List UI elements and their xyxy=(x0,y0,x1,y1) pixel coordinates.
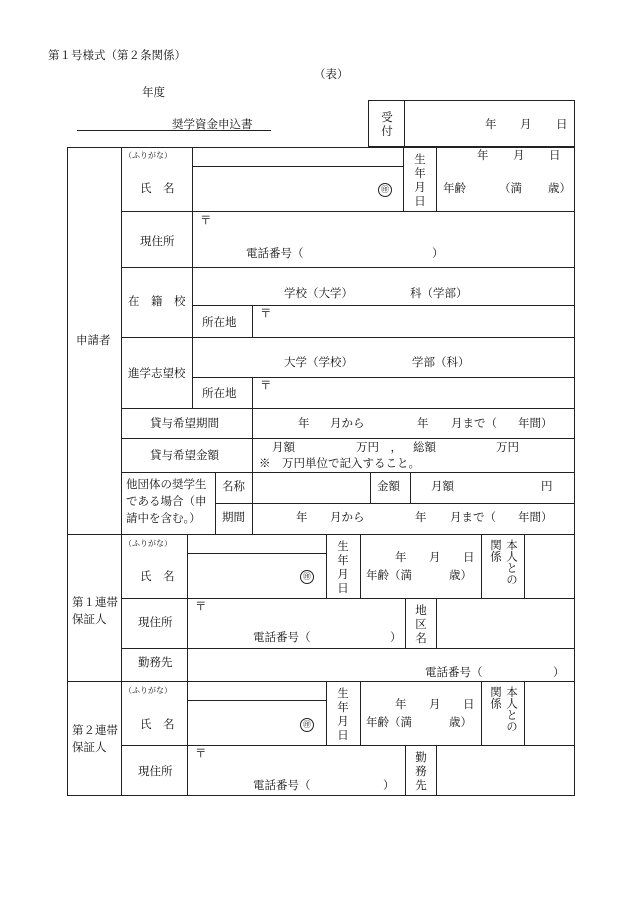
loan-monthly-label: 月額 xyxy=(272,440,295,454)
loan-monthly-unit: 万円 ， xyxy=(356,440,402,454)
target-school-type: 大学（学校） xyxy=(284,355,353,369)
other-yen-label: 円 xyxy=(541,479,553,493)
loan-period-year-from: 年 xyxy=(298,416,310,430)
applicant-section-label: 申請者 xyxy=(76,333,111,347)
form-number: 第１号様式（第２条関係） xyxy=(48,48,186,62)
receipt-box xyxy=(368,100,575,147)
loan-period-label: 貸与希望期間 xyxy=(150,416,219,430)
fiscal-year-label: 年度 xyxy=(142,85,165,99)
other-period-label: 期間 xyxy=(222,510,245,524)
guarantor1-age-unit: 歳） xyxy=(449,568,472,582)
guarantor1-age-label: 年齢（満 xyxy=(366,568,412,582)
guarantor1-birth-month: 月 xyxy=(429,550,441,564)
applicant-birth-year: 年 xyxy=(477,148,489,162)
loan-period-years: 年間） xyxy=(518,416,553,430)
loan-total-unit: 万円 xyxy=(496,440,519,454)
current-school-location-label: 所在地 xyxy=(202,315,237,329)
guarantor2-phone-label: 電話番号（ xyxy=(253,778,311,792)
guarantor2-birth-day: 日 xyxy=(463,697,475,711)
guarantor2-seal-icon: ㊞ xyxy=(300,718,314,732)
guarantor2-birth-year: 年 xyxy=(395,697,407,711)
guarantor1-postal-mark: 〒 xyxy=(195,599,207,613)
guarantor1-work-phone-close: ） xyxy=(553,665,565,679)
other-period-year-from: 年 xyxy=(296,510,308,524)
applicant-age-label: 年齢 xyxy=(443,181,466,195)
guarantor2-name-label: 氏 名 xyxy=(140,717,175,731)
applicant-name-label: 氏 名 xyxy=(140,181,175,195)
guarantor2-age-label: 年齢（満 xyxy=(366,715,412,729)
guarantor2-furigana-label: （ふりがな） xyxy=(124,686,172,695)
guarantor1-district-label: 地区名 xyxy=(415,603,427,645)
guarantor2-birth-month: 月 xyxy=(429,697,441,711)
form-title: 奨学資金申込書 xyxy=(172,117,253,131)
guarantor1-section-label: 第１連帯保証人 xyxy=(72,595,118,626)
other-period-to: 月まで（ xyxy=(450,510,496,524)
other-period-year-to: 年 xyxy=(415,510,427,524)
target-school-label: 進学志望校 xyxy=(128,366,186,380)
loan-amount-note: ※ 万円単位で記入すること。 xyxy=(259,456,420,470)
applicant-phone-label: 電話番号（ xyxy=(246,246,304,260)
guarantor1-birth-year: 年 xyxy=(395,550,407,564)
receipt-year: 年 xyxy=(485,117,497,131)
loan-period-to: 月まで（ xyxy=(451,416,497,430)
guarantor1-work-phone-label: 電話番号（ xyxy=(425,665,483,679)
target-school-postal-mark: 〒 xyxy=(260,378,272,392)
other-amount-label: 金額 xyxy=(377,479,400,493)
guarantor2-phone-close: ） xyxy=(383,778,395,792)
applicant-seal-icon: ㊞ xyxy=(378,183,392,197)
other-scholarship-label: 他団体の奨学生である場合（申請中を含む。） xyxy=(126,477,207,525)
guarantor1-furigana-label: （ふりがな） xyxy=(124,539,172,548)
applicant-furigana-label: （ふりがな） xyxy=(124,151,172,160)
applicant-birth-day: 日 xyxy=(549,148,561,162)
current-school-type: 学校（大学） xyxy=(284,286,353,300)
loan-period-from: 月から xyxy=(330,416,365,430)
guarantor2-address-label: 現住所 xyxy=(138,764,173,778)
guarantor1-seal-icon: ㊞ xyxy=(300,570,314,584)
guarantor1-phone-close: ） xyxy=(390,630,402,644)
applicant-birth-month: 月 xyxy=(513,148,525,162)
target-school-dept: 学部（科） xyxy=(412,355,470,369)
guarantor1-name-label: 氏 名 xyxy=(140,569,175,583)
current-school-label: 在 籍 校 xyxy=(128,294,186,308)
receipt-month: 月 xyxy=(520,117,532,131)
guarantor2-birth-label: 生年月日 xyxy=(337,686,349,742)
guarantor2-postal-mark: 〒 xyxy=(195,746,207,760)
guarantor1-birth-day: 日 xyxy=(463,550,475,564)
title-underline xyxy=(77,130,271,131)
other-period-from: 月から xyxy=(330,510,365,524)
loan-amount-label: 貸与希望金額 xyxy=(150,448,219,462)
other-monthly-label: 月額 xyxy=(431,479,454,493)
applicant-birth-label: 生年月日 xyxy=(414,152,426,208)
loan-total-label: 総額 xyxy=(413,440,436,454)
applicant-postal-mark: 〒 xyxy=(200,213,212,227)
applicant-age-unit: 歳） xyxy=(548,181,571,195)
guarantor1-phone-label: 電話番号（ xyxy=(253,630,311,644)
other-period-years: 年間） xyxy=(518,510,553,524)
guarantor2-age-unit: 歳） xyxy=(449,715,472,729)
applicant-age-open: （満 xyxy=(499,181,522,195)
page-side: （表） xyxy=(314,67,349,81)
current-school-postal-mark: 〒 xyxy=(260,306,272,320)
loan-period-year-to: 年 xyxy=(417,416,429,430)
guarantor2-relation-label: 本人との関係 xyxy=(489,686,519,732)
guarantor2-work-label: 勤務先 xyxy=(415,750,427,792)
receipt-day: 日 xyxy=(556,117,568,131)
target-school-location-label: 所在地 xyxy=(202,386,237,400)
applicant-address-label: 現住所 xyxy=(140,234,175,248)
current-school-dept: 科（学部） xyxy=(410,286,468,300)
guarantor1-relation-label: 本人との関係 xyxy=(489,539,519,585)
guarantor1-work-label: 勤務先 xyxy=(138,655,173,669)
applicant-phone-close: ） xyxy=(432,246,444,260)
guarantor1-birth-label: 生年月日 xyxy=(337,539,349,595)
other-name-label: 名称 xyxy=(222,479,245,493)
guarantor2-section-label: 第２連帯保証人 xyxy=(72,723,118,754)
guarantor1-address-label: 現住所 xyxy=(138,615,173,629)
receipt-label: 受付 xyxy=(381,110,393,138)
